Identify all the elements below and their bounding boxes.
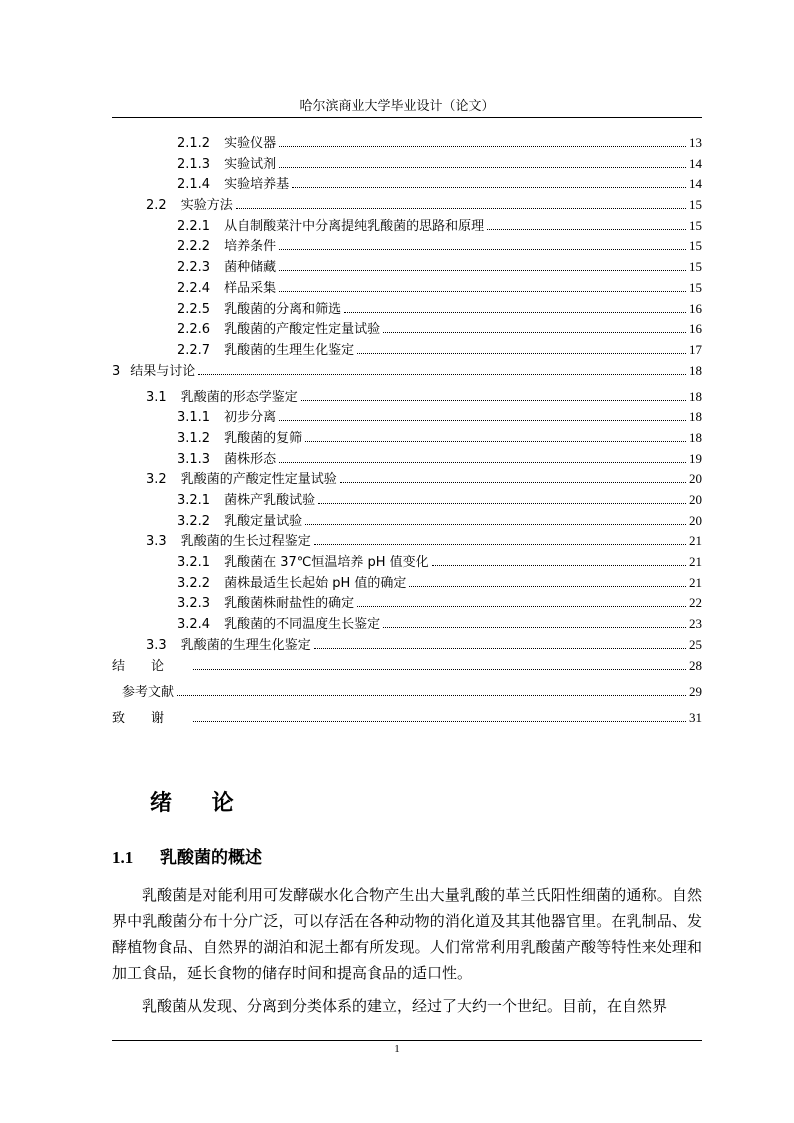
toc-dot-leader — [314, 647, 686, 649]
page-header-title: 哈尔滨商业大学毕业设计（论文） — [299, 99, 495, 114]
toc-entry-number: 2.2.6 — [177, 322, 211, 338]
toc-dot-leader — [357, 352, 686, 354]
toc-entry-page: 15 — [689, 217, 702, 233]
body-paragraph: 乳酸菌从发现、分离到分类体系的建立，经过了大约一个世纪。目前，在自然界 — [142, 997, 668, 1015]
toc-dot-leader — [279, 419, 686, 421]
toc-entry-title: 乳酸菌的形态学鉴定 — [180, 389, 298, 405]
toc-dot-leader — [383, 331, 686, 333]
toc-entry-page: 23 — [689, 616, 702, 632]
toc-entry-number: 2.2.7 — [177, 342, 211, 358]
toc-dot-leader — [193, 720, 686, 722]
toc-entry-title: 实验试剂 — [224, 156, 277, 172]
toc-entry-label — [112, 572, 406, 591]
toc-entry-label — [112, 173, 289, 192]
toc-entry-title: 培养条件 — [224, 239, 277, 255]
toc-entry[interactable] — [112, 386, 702, 407]
toc-entry[interactable] — [112, 132, 702, 153]
toc-entry[interactable] — [112, 406, 702, 427]
toc-entry-title: 乳酸定量试验 — [224, 513, 303, 529]
toc-entry[interactable] — [112, 173, 702, 194]
toc-dot-leader — [409, 585, 686, 587]
toc-entry-number: 3.3 — [146, 534, 167, 550]
toc-entry[interactable] — [112, 277, 702, 298]
toc-entry-page: 15 — [689, 259, 702, 275]
toc-entry-page: 18 — [689, 388, 702, 404]
toc-entry-page: 14 — [689, 176, 702, 192]
toc-entry-label — [112, 318, 380, 337]
toc-entry[interactable] — [112, 235, 702, 256]
toc-entry-title: 菌株形态 — [224, 451, 277, 467]
section-number: 1.1 — [112, 848, 134, 867]
toc-dot-leader — [357, 605, 686, 607]
toc-entry-title: 菌株最适生长起始 pH 值的确定 — [224, 575, 407, 591]
toc-dot-leader — [279, 248, 686, 250]
toc-entry-label — [112, 468, 337, 487]
toc-entry[interactable] — [112, 634, 702, 655]
toc-entry-number: 3.1 — [146, 389, 167, 405]
toc-entry[interactable] — [112, 707, 702, 733]
header-rule — [112, 117, 702, 118]
toc-entry-page: 14 — [689, 155, 702, 171]
toc-entry-number: 3.1.1 — [177, 410, 211, 426]
section-heading — [112, 843, 262, 868]
toc-dot-leader — [279, 290, 686, 292]
toc-entry-label — [112, 681, 174, 700]
toc-entry-number: 2.2 — [146, 198, 167, 214]
toc-entry-title: 乳酸菌的生长过程鉴定 — [180, 534, 311, 550]
toc-entry-title: 从自制酸菜汁中分离提纯乳酸菌的思路和原理 — [224, 218, 485, 234]
toc-entry-title: 实验仪器 — [224, 136, 277, 151]
toc-entry-title: 乳酸菌的复筛 — [224, 430, 303, 446]
toc-dot-leader — [292, 186, 686, 188]
toc-entry-label — [112, 277, 276, 296]
toc-entry-title: 致谢 — [112, 710, 191, 726]
toc-dot-leader — [487, 228, 686, 230]
toc-entry[interactable] — [112, 427, 702, 448]
toc-entry[interactable] — [112, 215, 702, 236]
toc-entry-label — [112, 235, 276, 254]
toc-entry[interactable] — [112, 681, 702, 707]
toc-entry-number: 2.1.4 — [177, 177, 211, 193]
toc-entry[interactable] — [112, 360, 702, 386]
toc-entry-page: 29 — [689, 683, 702, 699]
toc-entry-label — [112, 132, 276, 151]
toc-entry-label — [112, 215, 484, 234]
toc-entry-label — [112, 360, 195, 379]
toc-entry-label — [112, 448, 276, 467]
toc-entry[interactable] — [112, 256, 702, 277]
toc-entry-number: 2.2.1 — [177, 218, 211, 234]
toc-entry-title: 参考文献 — [122, 684, 175, 700]
toc-entry-number: 3 — [112, 363, 121, 379]
toc-entry-label — [112, 707, 190, 726]
toc-entry-label — [112, 256, 276, 275]
toc-entry[interactable] — [112, 613, 702, 634]
toc-entry-page: 20 — [689, 512, 702, 528]
toc-dot-leader — [432, 564, 686, 566]
toc-entry-page: 21 — [689, 533, 702, 549]
toc-entry-page: 13 — [689, 135, 702, 150]
toc-entry-number: 2.1.3 — [177, 156, 211, 172]
toc-entry[interactable] — [112, 572, 702, 593]
section-title-text: 乳酸菌的概述 — [160, 848, 262, 868]
toc-entry-number: 3.2.3 — [177, 596, 211, 612]
page-number: 1 — [394, 1043, 400, 1055]
toc-entry[interactable] — [112, 468, 702, 489]
toc-entry-title: 乳酸菌的生理生化鉴定 — [180, 637, 311, 653]
toc-entry-number: 2.2.4 — [177, 280, 211, 296]
toc-entry-title: 乳酸菌的产酸定性定量试验 — [180, 472, 337, 488]
toc-entry-label — [112, 339, 354, 358]
toc-entry[interactable] — [112, 510, 702, 531]
footer-rule — [112, 1040, 702, 1041]
body-paragraph: 乳酸菌是对能利用可发酵碳水化合物产生出大量乳酸的革兰氏阳性细菌的通称。自然界中乳酸菌分布十分广泛，可以存活在各种动物的消化道及其其他器官里。在乳制品、发酵植物食品、自然界的湖泊和泥土都有所发现。人们常常利用乳酸菌产酸等特性来处理和加工食品，延长食物的储存时间和提高食品的适口性。 — [112, 886, 702, 982]
toc-dot-leader — [177, 694, 686, 696]
toc-entry-label — [112, 551, 429, 570]
toc-entry-label — [112, 655, 190, 674]
toc-entry-number: 3.2 — [146, 472, 167, 488]
toc-dot-leader — [279, 461, 686, 463]
toc-entry-title: 乳酸菌的不同温度生长鉴定 — [224, 617, 381, 633]
toc-entry-page: 20 — [689, 471, 702, 487]
toc-dot-leader — [279, 166, 686, 168]
toc-entry[interactable] — [112, 551, 702, 572]
toc-entry-label — [112, 386, 298, 405]
toc-dot-leader — [318, 502, 686, 504]
toc-entry-page: 15 — [689, 279, 702, 295]
toc-entry-title: 菌株产乳酸试验 — [224, 493, 316, 508]
toc-entry[interactable] — [112, 489, 702, 510]
toc-entry-label — [112, 510, 302, 529]
toc-entry-title: 乳酸菌的产酸定性定量试验 — [224, 322, 381, 338]
toc-entry-number: 3.2.1 — [177, 493, 211, 508]
toc-dot-leader — [198, 373, 686, 375]
toc-dot-leader — [279, 269, 686, 271]
toc-entry-title: 结果与讨论 — [130, 363, 196, 379]
toc-entry-page: 16 — [689, 300, 702, 316]
toc-dot-leader — [193, 668, 686, 670]
toc-entry-label — [112, 298, 341, 317]
toc-dot-leader — [279, 145, 686, 147]
toc-entry-page: 18 — [689, 409, 702, 425]
toc-entry-number: 2.2.5 — [177, 301, 211, 317]
toc-entry-number: 3.1.2 — [177, 430, 211, 446]
toc-entry[interactable] — [112, 448, 702, 469]
toc-entry-label — [112, 530, 311, 549]
toc-entry-number: 2.2.3 — [177, 260, 211, 276]
toc-entry-title: 初步分离 — [224, 410, 277, 426]
toc-dot-leader — [305, 523, 686, 525]
toc-dot-leader — [383, 626, 686, 628]
toc-entry-title: 结论 — [112, 658, 191, 674]
toc-entry-title: 乳酸菌的分离和筛选 — [224, 301, 342, 317]
toc-entry[interactable] — [112, 194, 702, 215]
toc-entry-title: 实验培养基 — [224, 177, 290, 193]
toc-entry[interactable] — [112, 592, 702, 613]
toc-entry-page: 31 — [689, 709, 702, 725]
toc-entry-label — [112, 613, 380, 632]
toc-entry-label — [112, 194, 233, 213]
toc-dot-leader — [305, 440, 686, 442]
toc-dot-leader — [344, 311, 686, 313]
toc-entry[interactable] — [112, 318, 702, 339]
toc-entry[interactable] — [112, 530, 702, 551]
toc-entry-page: 28 — [689, 657, 702, 673]
toc-entry[interactable] — [112, 655, 702, 681]
toc-entry-page: 17 — [689, 341, 702, 357]
toc-entry-page: 20 — [689, 492, 702, 507]
toc-entry-label — [112, 427, 302, 446]
table-of-contents — [112, 132, 702, 733]
toc-entry-title: 样品采集 — [224, 280, 277, 296]
toc-entry-number: 2.2.2 — [177, 239, 211, 255]
toc-entry-label — [112, 489, 315, 508]
toc-entry-page: 22 — [689, 595, 702, 611]
toc-entry-number: 3.1.3 — [177, 451, 211, 467]
toc-dot-leader — [340, 481, 686, 483]
chapter-title: 绪论 — [150, 791, 274, 816]
toc-entry-page: 18 — [689, 362, 702, 378]
toc-entry-label — [112, 634, 311, 653]
toc-entry-title: 实验方法 — [180, 198, 233, 214]
toc-dot-leader — [314, 543, 686, 545]
toc-entry-page: 25 — [689, 636, 702, 652]
toc-entry-page: 18 — [689, 429, 702, 445]
toc-entry-number: 3.3 — [146, 637, 167, 653]
toc-entry-page: 15 — [689, 238, 702, 254]
toc-entry-title: 乳酸菌株耐盐性的确定 — [224, 596, 355, 612]
toc-entry-title: 乳酸菌在 37℃恒温培养 pH 值变化 — [224, 555, 429, 571]
toc-entry-page: 19 — [689, 450, 702, 466]
toc-entry-label — [112, 406, 276, 425]
toc-entry[interactable] — [112, 153, 702, 174]
toc-dot-leader — [301, 399, 686, 401]
toc-entry-page: 21 — [689, 574, 702, 590]
toc-entry-number: 3.2.2 — [177, 513, 211, 529]
toc-entry-title: 菌种储藏 — [224, 260, 277, 276]
toc-entry[interactable] — [112, 298, 702, 319]
toc-entry-number: 3.2.2 — [177, 575, 211, 591]
toc-entry-title: 乳酸菌的生理生化鉴定 — [224, 342, 355, 358]
toc-entry-number: 3.2.4 — [177, 617, 211, 633]
toc-entry-page: 16 — [689, 321, 702, 337]
toc-entry[interactable] — [112, 339, 702, 360]
toc-entry-number: 3.2.1 — [177, 555, 211, 571]
toc-entry-label — [112, 153, 276, 172]
toc-entry-number: 2.1.2 — [177, 136, 211, 151]
toc-entry-label — [112, 592, 354, 611]
toc-entry-page: 21 — [689, 554, 702, 570]
toc-dot-leader — [236, 207, 686, 209]
toc-entry-page: 15 — [689, 197, 702, 213]
